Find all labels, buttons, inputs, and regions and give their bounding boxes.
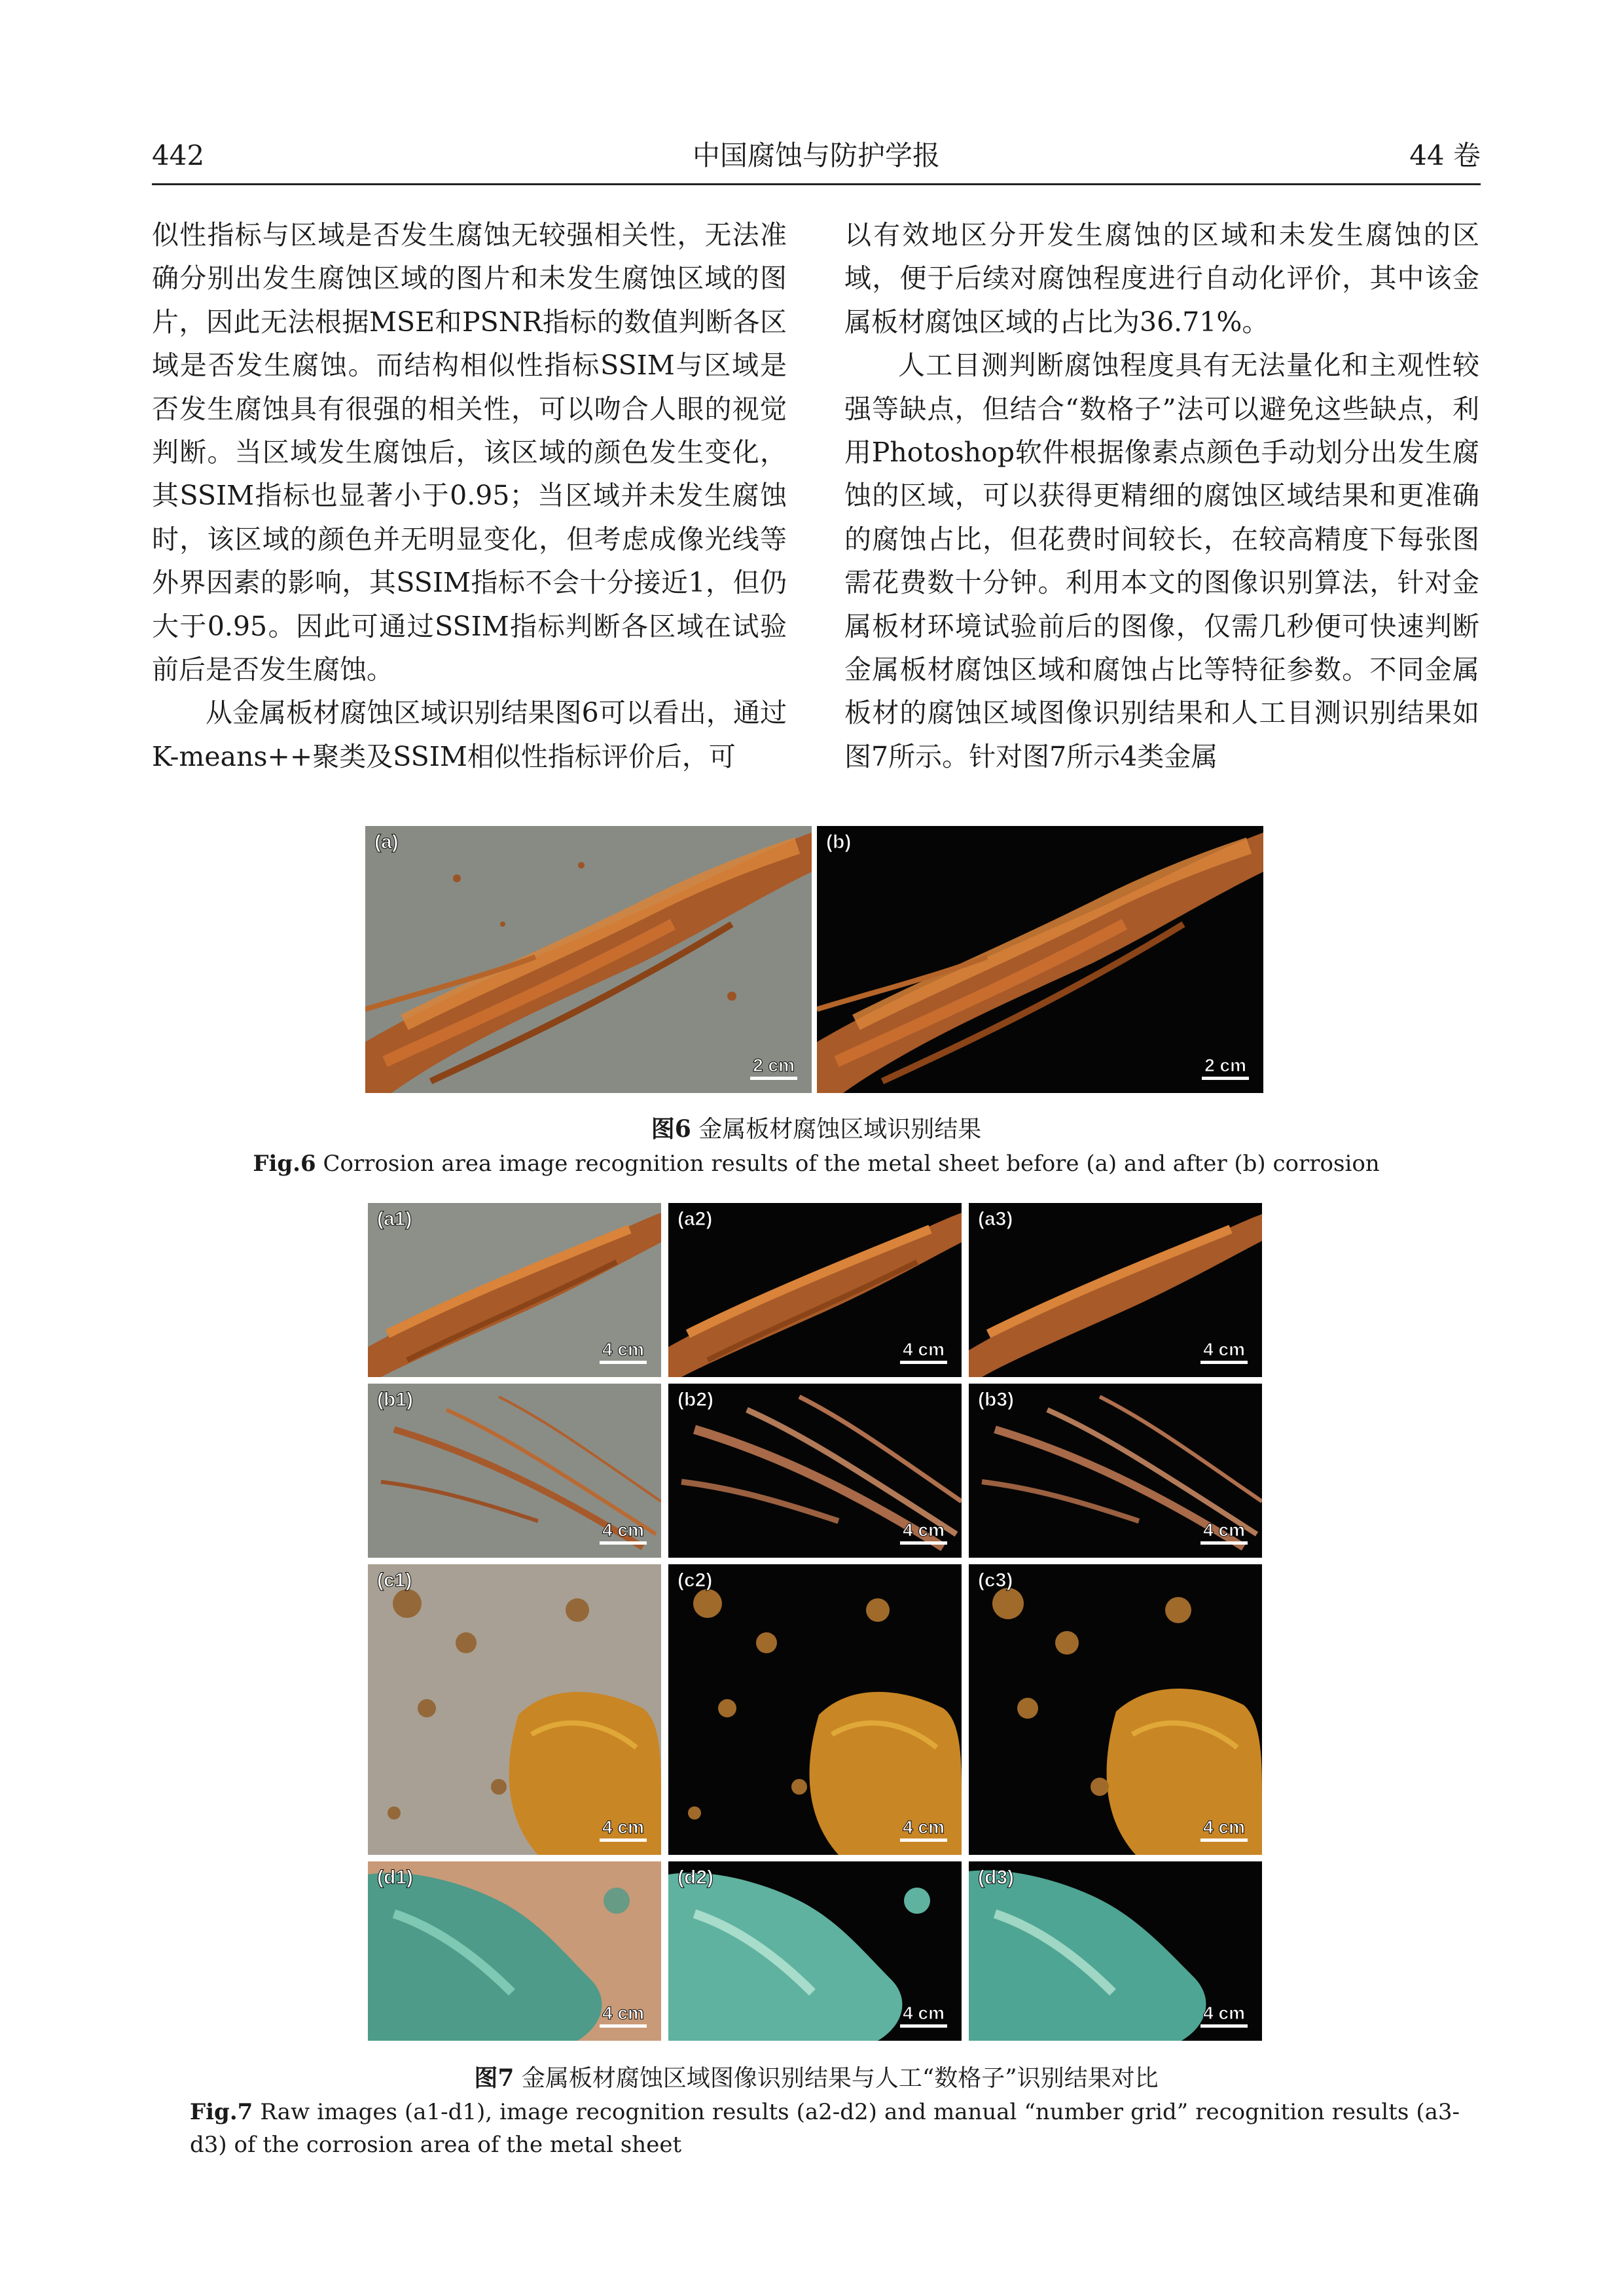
steel-plate-raw-image xyxy=(365,826,812,1093)
figure-7-panel-c1 xyxy=(368,1564,661,1855)
figure-6-caption-cn: 图6 金属板材腐蚀区域识别结果 xyxy=(651,1115,982,1143)
scale-bar: 4 cm xyxy=(1200,1520,1248,1545)
panel-label: (b3) xyxy=(978,1389,1014,1410)
volume-label: 44 卷 xyxy=(1409,139,1481,171)
figure-7-panel-c2 xyxy=(668,1564,962,1855)
panel-label: (a3) xyxy=(978,1208,1013,1230)
paragraph: 似性指标与区域是否发生腐蚀无较强相关性，无法准确分别出发生腐蚀区域的图片和未发生腐蚀区域的图片，因此无法根据MSE和PSNR指标的数值判断各区域是否发生腐蚀。而结构相似性指标SSIM与区域是否发生腐蚀具有很强的相关性，可以吻合人眼的视觉判断。当区域发生腐蚀后，该区域的颜色发生变化，其SSIM指标也显著小于0.95；当区域并未发生腐蚀时，该区域的颜色并无明显变化，但考虑成像光线等外界因素的影响，其SSIM指标不会十分接近1，但仍大于0.95。因此可通过SSIM指标判断各区域在试验前后是否发生腐蚀。 xyxy=(152,219,787,686)
figure-6 xyxy=(365,826,1263,1093)
scale-bar: 4 cm xyxy=(900,1818,947,1842)
steel-plate-segmented-image xyxy=(817,826,1263,1093)
figure-7-panel-a3 xyxy=(969,1203,1262,1377)
scale-bar: 4 cm xyxy=(600,1340,647,1364)
panel-label: (b1) xyxy=(377,1389,413,1410)
figure-7-panel-a2 xyxy=(668,1203,962,1377)
scale-bar: 4 cm xyxy=(900,2003,947,2028)
left-column xyxy=(152,213,787,778)
paragraph: 从金属板材腐蚀区域识别结果图6可以看出，通过K-means++聚类及SSIM相似性指标评价后，可 xyxy=(152,697,787,772)
scale-bar: 2 cm xyxy=(750,1056,797,1080)
panel-label: (a1) xyxy=(377,1208,412,1230)
scale-bar: 4 cm xyxy=(1200,1340,1248,1364)
scale-bar: 4 cm xyxy=(1200,1818,1248,1842)
figure-7 xyxy=(368,1203,1262,2041)
panel-label: (b2) xyxy=(677,1389,713,1410)
figure-7-panel-d3 xyxy=(969,1861,1262,2041)
figure-7-panel-d1 xyxy=(368,1861,661,2041)
panel-label: (a2) xyxy=(677,1208,713,1230)
figure-6-caption-en: Fig.6 Corrosion area image recognition results of the metal sheet before (a) and after (b) corrosion xyxy=(253,1151,1380,1177)
raw-image xyxy=(368,1564,661,1855)
figure-7-caption-en: Fig.7 Raw images (a1-d1), image recognition results (a2-d2) and manual “number grid” recognition results (a3-d3) of the corrosion area of the metal sheet xyxy=(190,2099,1460,2158)
page-number: 442 xyxy=(152,139,205,171)
figure-6-panel-b xyxy=(817,826,1263,1093)
scale-bar: 4 cm xyxy=(900,1340,947,1364)
figure-7-caption-cn: 图7 金属板材腐蚀区域图像识别结果与人工“数格子”识别结果对比 xyxy=(474,2064,1159,2092)
scale-bar: 4 cm xyxy=(600,2003,647,2028)
figure-7-panel-b1 xyxy=(368,1384,661,1558)
header-rule xyxy=(152,183,1481,185)
panel-label: (d1) xyxy=(377,1867,413,1888)
scale-bar: 4 cm xyxy=(600,1520,647,1545)
running-header xyxy=(152,137,1481,179)
right-column xyxy=(844,213,1479,778)
paragraph: 人工目测判断腐蚀程度具有无法量化和主观性较强等缺点，但结合“数格子”法可以避免这些缺点，利用Photoshop软件根据像素点颜色手动划分出发生腐蚀的区域，可以获得更精细的腐蚀区域结果和更准确的腐蚀占比，但花费时间较长，在较高精度下每张图需花费数十分钟。利用本文的图像识别算法，针对金属板材环境试验前后的图像，仅需几秒便可快速判断金属板材腐蚀区域和腐蚀占比等特征参数。不同金属板材的腐蚀区域图像识别结果和人工目测识别结果如图7所示。针对图7所示4类金属 xyxy=(844,350,1479,772)
manual-grid-result-image xyxy=(969,1564,1262,1855)
figure-7-panel-b2 xyxy=(668,1384,962,1558)
scale-bar: 4 cm xyxy=(1200,2003,1248,2028)
panel-label: (d3) xyxy=(978,1867,1014,1888)
figure-7-panel-d2 xyxy=(668,1861,962,2041)
paragraph: 以有效地区分开发生腐蚀的区域和未发生腐蚀的区域，便于后续对腐蚀程度进行自动化评价，其中该金属板材腐蚀区域的占比为36.71%。 xyxy=(844,219,1479,338)
journal-title: 中国腐蚀与防护学报 xyxy=(692,139,940,171)
figure-7-panel-c3 xyxy=(969,1564,1262,1855)
panel-label: (c1) xyxy=(377,1570,412,1591)
panel-label: (d2) xyxy=(677,1867,713,1888)
scale-bar: 4 cm xyxy=(600,1818,647,1842)
scale-bar: 2 cm xyxy=(1202,1056,1249,1080)
panel-label: (c2) xyxy=(677,1570,713,1591)
figure-7-panel-b3 xyxy=(969,1384,1262,1558)
figure-6-panel-a xyxy=(365,826,812,1093)
panel-label: (c3) xyxy=(978,1570,1013,1591)
figure-7-panel-a1 xyxy=(368,1203,661,1377)
panel-label: (b) xyxy=(826,831,852,853)
scale-bar: 4 cm xyxy=(900,1520,947,1545)
panel-label: (a) xyxy=(374,831,399,853)
recognition-result-image xyxy=(668,1564,962,1855)
